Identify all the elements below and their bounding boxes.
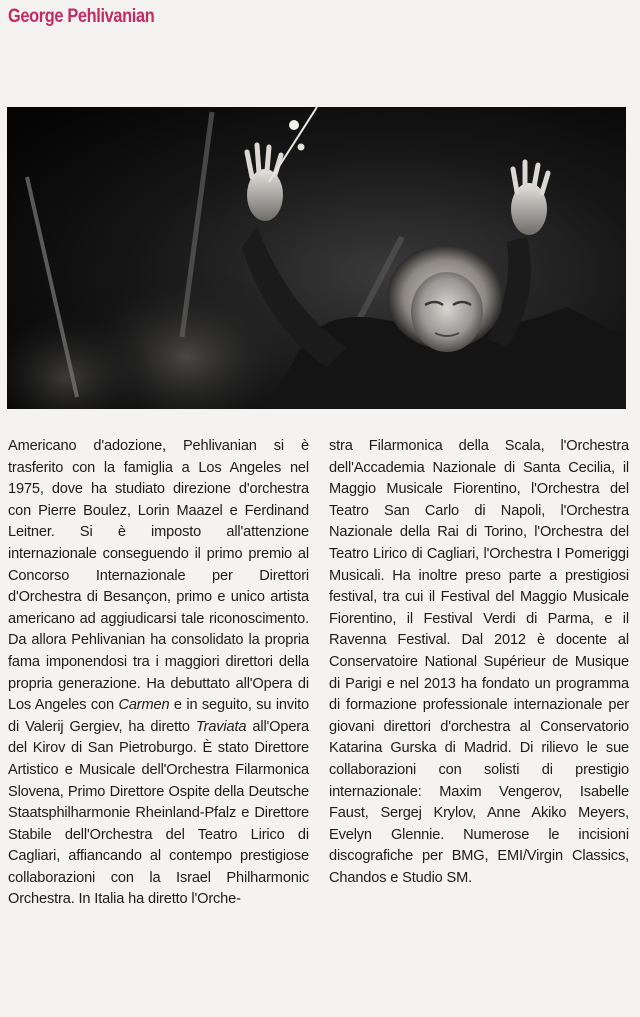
- article-text: e in seguito, su invito di Valerij Gergiev, ha diretto: [8, 697, 309, 735]
- article-text: Americano d'adozione, Pehlivanian si è trasferito con la famiglia a Los Angeles nel 1975, dove ha studiato direzione d'orchestra con Pierre Boulez, Lorin Maazel e Ferdinand Leitner. Si è imposto all'attenzione internazionale conseguendo il primo premio al Concorso Internazionale per Direttori d'Orchestra di Besançon, primo e unico artista americano ad aggiudicarsi tale riconoscimento. Da allora Pehlivanian ha consolidato la propria fama imponendosi tra i maggiori direttori della propria generazione. Ha debuttato all'Opera di Los Angeles con: [8, 438, 309, 714]
- conductor-photo: [7, 107, 626, 409]
- article-left-column: [8, 436, 309, 911]
- article-paragraph: [8, 436, 309, 911]
- article-paragraph: stra Filarmonica della Scala, l'Orchestra dell'Accademia Nazionale di Santa Cecilia, il Maggio Musicale Fiorentino, l'Orchestra del Teatro San Carlo di Napoli, l'Orchestra Nazionale della Rai di Torino, l'Orchestra del Teatro Lirico di Cagliari, l'Orchestra I Pomeriggi Musicali. Ha inoltre preso parte a prestigiosi festival, tra cui il Festival del Maggio Musicale Fiorentino, il Festival Verdi di Parma, e il Ravenna Festival. Dal 2012 è docente al Conservatoire National Supérieur de Musique di Parigi e nel 2013 ha fondato un programma di formazione professionale internazionale per giovani direttori d'orchestra al Conservatorio Katarina Gurska di Madrid. Di rilievo le sue collaborazioni con solisti di prestigio internazionale: Maxim Vengerov, Isabelle Faust, Sergej Krylov, Anne Akiko Meyers, Evelyn Glennie. Numerose le incisioni discografiche per BMG, EMI/Virgin Classics, Chandos e Studio SM.: [329, 438, 629, 886]
- article-text: all'Opera del Kirov di San Pietroburgo. È stato Direttore Artistico e Musicale dell'Orchestra Filarmonica Slovena, Primo Direttore Ospite della Deutsche Staatsphilharmonie Rheinland-Pfalz e Direttore Stabile dell'Orchestra del Teatro Lirico di Cagliari, affiancando al contempo prestigiose collaborazioni con la Israel Philharmonic Orchestra. In Italia ha diretto l'Orche-: [8, 718, 309, 908]
- page-title: George Pehlivanian: [8, 6, 155, 27]
- article-right-column: [329, 436, 629, 889]
- opera-title-traviata: Traviata: [195, 718, 247, 735]
- opera-title-carmen: Carmen: [118, 697, 170, 714]
